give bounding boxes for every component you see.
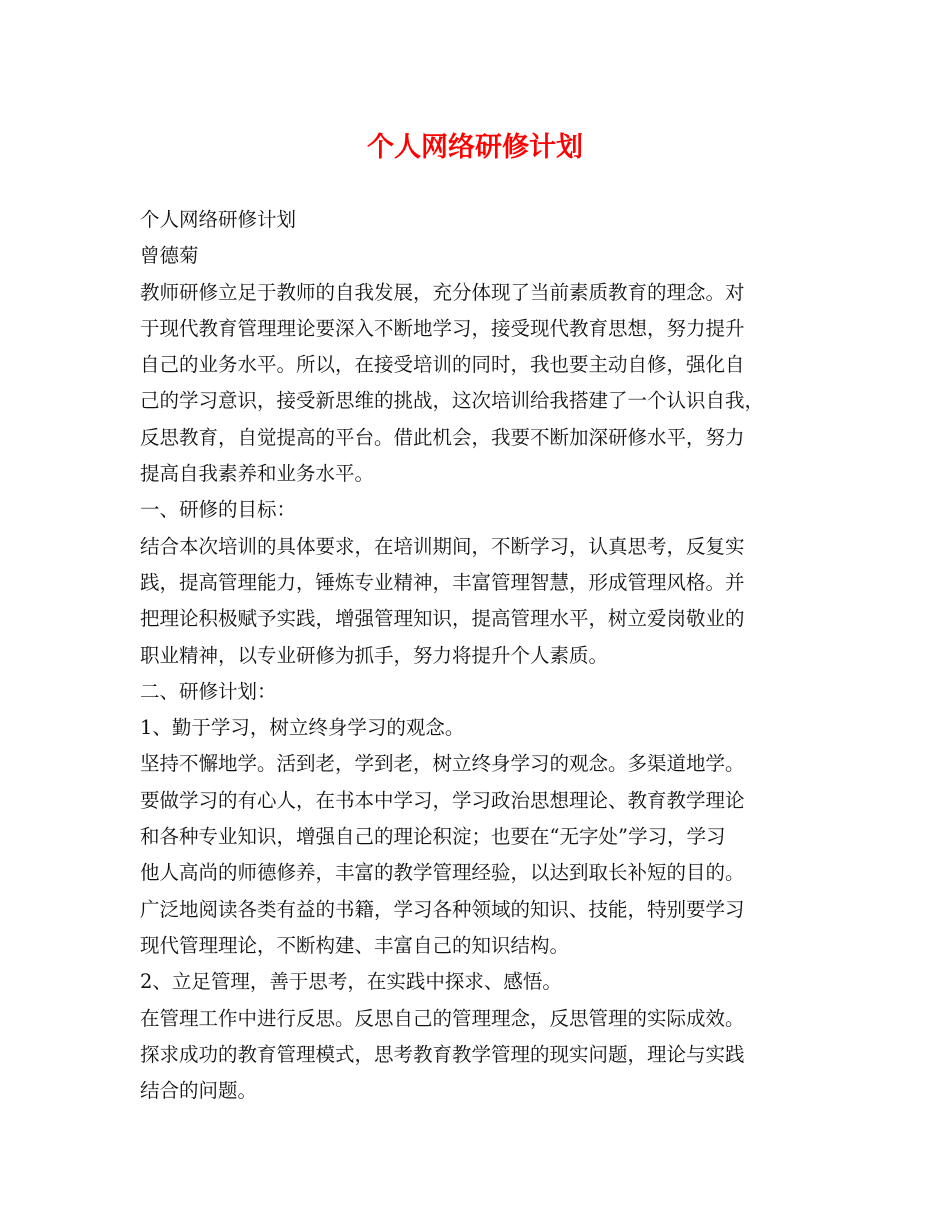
text-line: 2、立足管理，善于思考，在实践中探求、感悟。	[140, 970, 562, 994]
text-line: 坚持不懈地学。活到老，学到老，树立终身学习的观念。多渠道地学。	[140, 752, 745, 776]
text-line: 职业精神，以专业研修为抓手，努力将提升个人素质。	[140, 643, 609, 667]
text-line: 曾德菊	[140, 244, 199, 268]
text-line: 个人网络研修计划	[140, 208, 297, 231]
text-line: 二、研修计划：	[140, 679, 277, 703]
text-line: 结合本次培训的具体要求，在培训期间，不断学习，认真思考，反复实	[140, 534, 745, 558]
text-line: 1、勤于学习，树立终身学习的观念。	[140, 716, 465, 740]
text-line: 要做学习的有心人，在书本中学习，学习政治思想理论、教育教学理论	[140, 788, 745, 812]
document-body	[140, 202, 820, 1109]
text-line: 于现代教育管理理论要深入不断地学习，接受现代教育思想，努力提升	[140, 316, 745, 340]
text-line: 他人高尚的师德修养，丰富的教学管理经验，以达到取长补短的目的。	[140, 861, 745, 885]
text-line: 教师研修立足于教师的自我发展，充分体现了当前素质教育的理念。对	[140, 280, 745, 304]
text-line: 结合的问题。	[140, 1079, 258, 1103]
document-title: 个人网络研修计划	[367, 132, 583, 163]
text-line: 践，提高管理能力，锤炼专业精神，丰富管理智慧，形成管理风格。并	[140, 570, 745, 594]
text-line: 己的学习意识，接受新思维的挑战，这次培训给我搭建了一个认识自我，	[140, 389, 765, 413]
text-line: 现代管理理论，不断构建、丰富自己的知识结构。	[140, 933, 570, 957]
text-line: 把理论积极赋予实践，增强管理知识，提高管理水平，树立爱岗敬业的	[140, 607, 745, 631]
text-line: 反思教育，自觉提高的平台。借此机会，我要不断加深研修水平，努力	[140, 425, 745, 449]
text-line: 一、研修的目标：	[140, 498, 297, 522]
text-line: 和各种专业知识，增强自己的理论积淀；也要在“无字处”学习，学习	[140, 825, 726, 849]
text-line: 提高自我素养和业务水平。	[140, 462, 375, 486]
text-line: 探求成功的教育管理模式，思考教育教学管理的现实问题，理论与实践	[140, 1042, 745, 1066]
text-line: 自己的业务水平。所以，在接受培训的同时，我也要主动自修，强化自	[140, 353, 745, 377]
text-line: 广泛地阅读各类有益的书籍，学习各种领域的知识、技能，特别要学习	[140, 897, 745, 921]
text-line: 在管理工作中进行反思。反思自己的管理理念，反思管理的实际成效。	[140, 1006, 745, 1030]
